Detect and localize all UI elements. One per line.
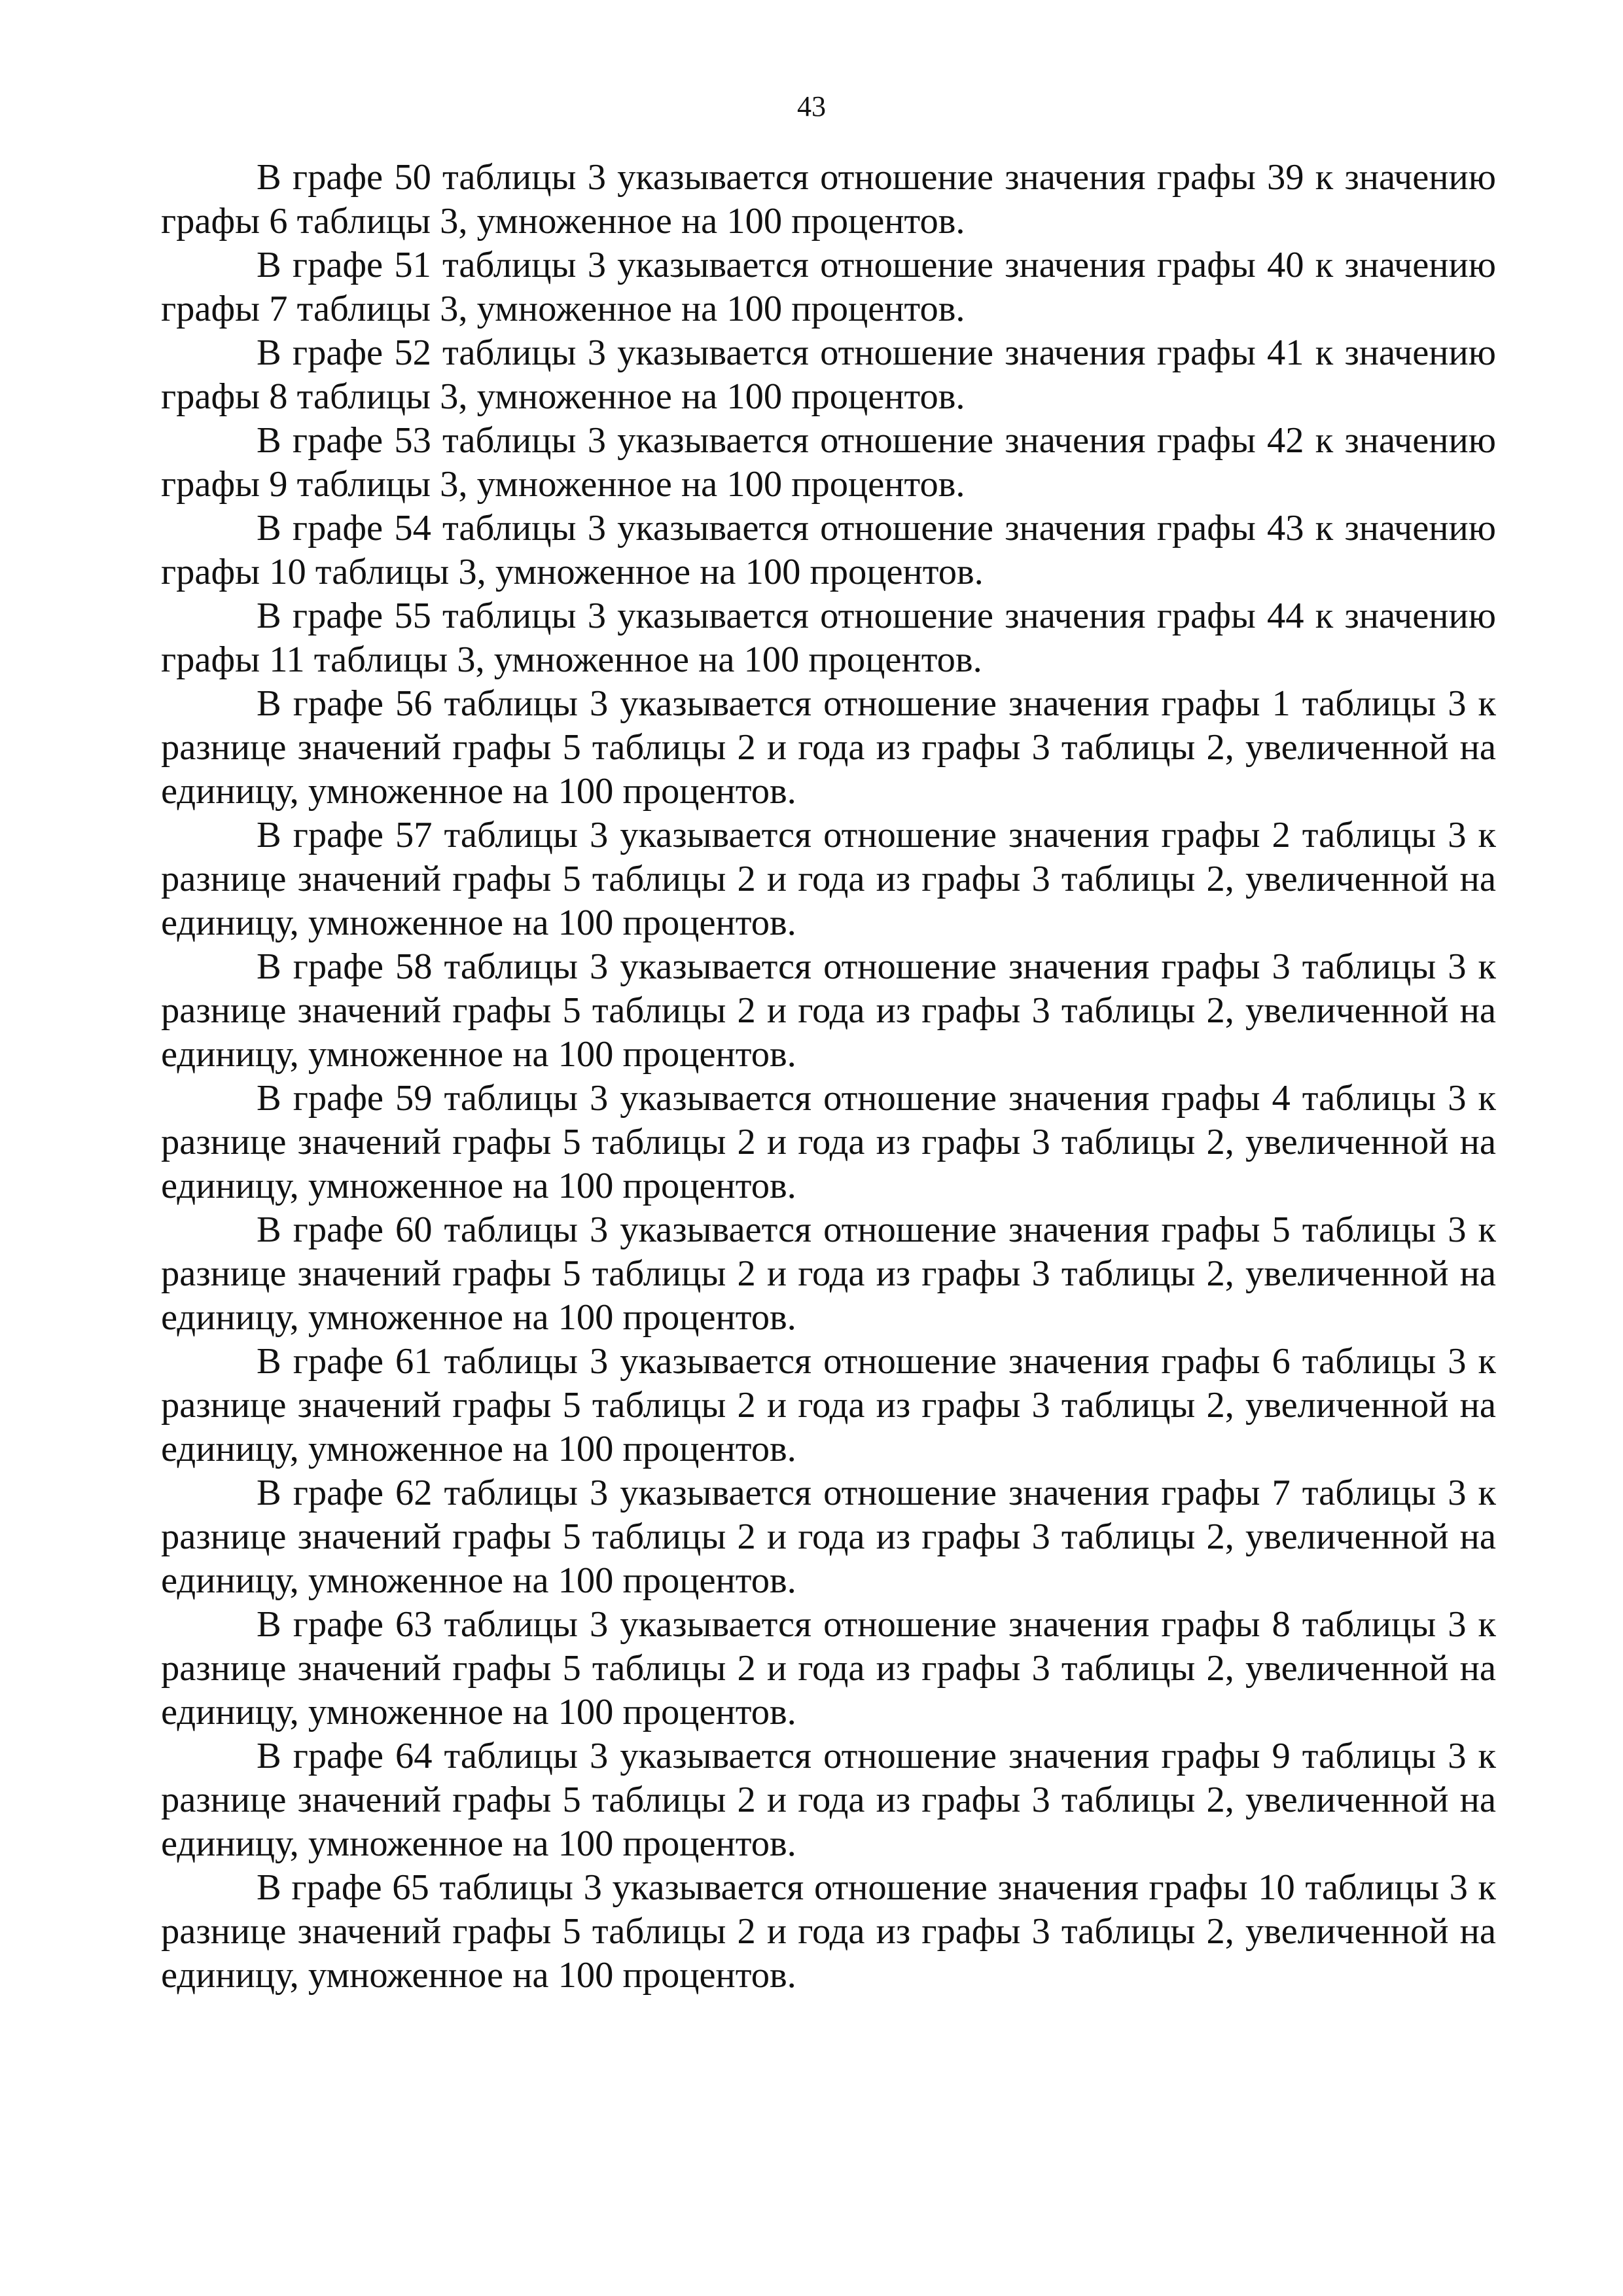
paragraph-graph-64: В графе 64 таблицы 3 указывается отношение значения графы 9 таблицы 3 к разнице значений графы 5 таблицы 2 и года из графы 3 таблицы 2, увеличенной на единицу, умноженное на 100 процентов.	[161, 1736, 1496, 1864]
paragraph-graph-53: В графе 53 таблицы 3 указывается отношение значения графы 42 к значению графы 9 таблицы 3, умноженное на 100 процентов.	[161, 420, 1496, 505]
document-body	[161, 156, 1496, 1998]
paragraph-graph-60: В графе 60 таблицы 3 указывается отношение значения графы 5 таблицы 3 к разнице значений графы 5 таблицы 2 и года из графы 3 таблицы 2, увеличенной на единицу, умноженное на 100 процентов.	[161, 1210, 1496, 1338]
paragraph-graph-55: В графе 55 таблицы 3 указывается отношение значения графы 44 к значению графы 11 таблицы 3, умноженное на 100 процентов.	[161, 596, 1496, 680]
paragraph-graph-61: В графе 61 таблицы 3 указывается отношение значения графы 6 таблицы 3 к разнице значений графы 5 таблицы 2 и года из графы 3 таблицы 2, увеличенной на единицу, умноженное на 100 процентов.	[161, 1341, 1496, 1469]
paragraph-graph-51: В графе 51 таблицы 3 указывается отношение значения графы 40 к значению графы 7 таблицы 3, умноженное на 100 процентов.	[161, 245, 1496, 329]
paragraph-graph-62: В графе 62 таблицы 3 указывается отношение значения графы 7 таблицы 3 к разнице значений графы 5 таблицы 2 и года из графы 3 таблицы 2, увеличенной на единицу, умноженное на 100 процентов.	[161, 1473, 1496, 1601]
paragraph-graph-59: В графе 59 таблицы 3 указывается отношение значения графы 4 таблицы 3 к разнице значений графы 5 таблицы 2 и года из графы 3 таблицы 2, увеличенной на единицу, умноженное на 100 процентов.	[161, 1078, 1496, 1206]
paragraph-graph-54: В графе 54 таблицы 3 указывается отношение значения графы 43 к значению графы 10 таблицы 3, умноженное на 100 процентов.	[161, 508, 1496, 592]
paragraph-graph-58: В графе 58 таблицы 3 указывается отношение значения графы 3 таблицы 3 к разнице значений графы 5 таблицы 2 и года из графы 3 таблицы 2, увеличенной на единицу, умноженное на 100 процентов.	[161, 946, 1496, 1075]
paragraph-graph-50: В графе 50 таблицы 3 указывается отношение значения графы 39 к значению графы 6 таблицы 3, умноженное на 100 процентов.	[161, 157, 1496, 242]
paragraph-graph-63: В графе 63 таблицы 3 указывается отношение значения графы 8 таблицы 3 к разнице значений графы 5 таблицы 2 и года из графы 3 таблицы 2, увеличенной на единицу, умноженное на 100 процентов.	[161, 1604, 1496, 1732]
paragraph-graph-65: В графе 65 таблицы 3 указывается отношение значения графы 10 таблицы 3 к разнице значений графы 5 таблицы 2 и года из графы 3 таблицы 2, увеличенной на единицу, умноженное на 100 процентов.	[161, 1867, 1496, 1996]
paragraph-graph-57: В графе 57 таблицы 3 указывается отношение значения графы 2 таблицы 3 к разнице значений графы 5 таблицы 2 и года из графы 3 таблицы 2, увеличенной на единицу, умноженное на 100 процентов.	[161, 815, 1496, 943]
page-number: 43	[797, 90, 826, 122]
paragraph-graph-56: В графе 56 таблицы 3 указывается отношение значения графы 1 таблицы 3 к разнице значений графы 5 таблицы 2 и года из графы 3 таблицы 2, увеличенной на единицу, умноженное на 100 процентов.	[161, 683, 1496, 812]
paragraph-graph-52: В графе 52 таблицы 3 указывается отношение значения графы 41 к значению графы 8 таблицы 3, умноженное на 100 процентов.	[161, 332, 1496, 417]
